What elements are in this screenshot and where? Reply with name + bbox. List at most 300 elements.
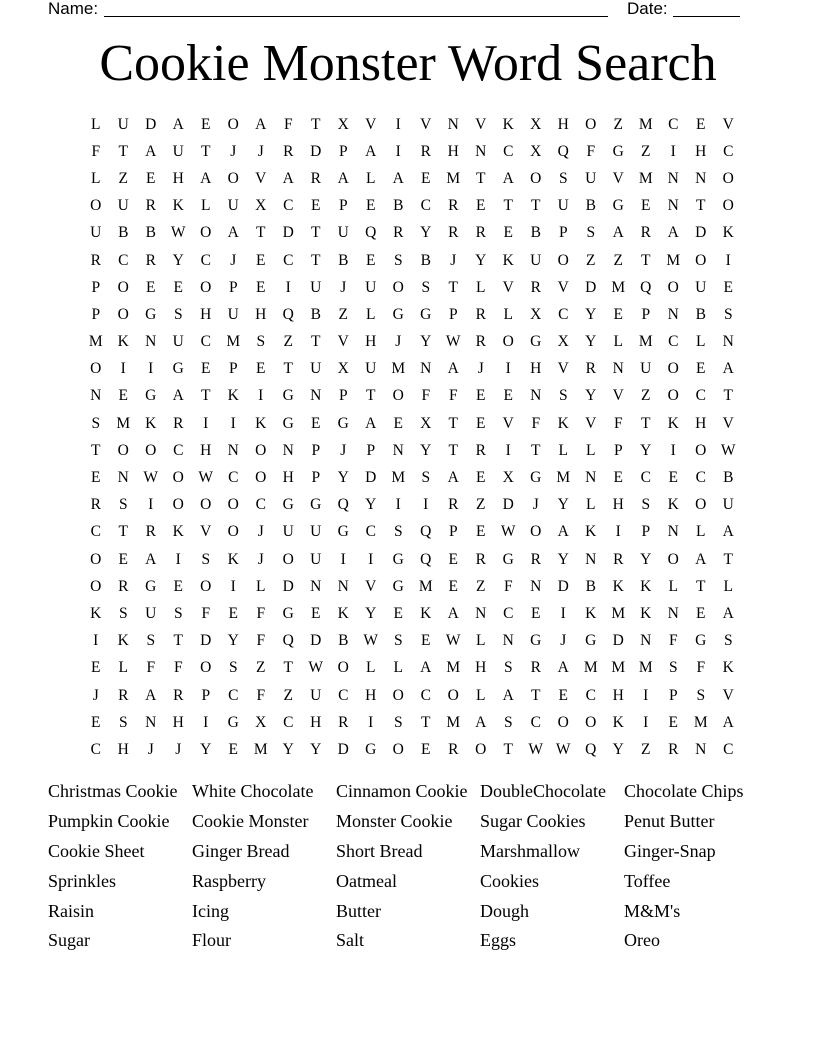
grid-letter: V	[475, 115, 487, 133]
grid-letter: G	[145, 387, 157, 405]
grid-letter: S	[228, 659, 238, 677]
grid-letter: G	[145, 577, 157, 595]
grid-letter: R	[475, 305, 486, 323]
grid-letter: M	[88, 333, 103, 351]
grid-letter: O	[172, 496, 184, 514]
grid-row	[82, 274, 742, 301]
grid-letter: E	[393, 414, 403, 432]
grid-letter: M	[611, 278, 626, 296]
grid-letter: K	[227, 550, 239, 568]
grid-letter: L	[366, 305, 376, 323]
grid-letter: T	[448, 278, 458, 296]
grid-letter: F	[531, 414, 541, 432]
grid-letter: E	[668, 469, 678, 487]
grid-letter: S	[503, 713, 513, 731]
grid-letter: C	[668, 333, 679, 351]
grid-letter: E	[173, 278, 183, 296]
grid-letter: L	[393, 659, 403, 677]
grid-letter: T	[503, 740, 513, 758]
grid-letter: A	[365, 414, 377, 432]
grid-letter: C	[503, 604, 514, 622]
grid-letter: A	[722, 604, 734, 622]
grid-letter: V	[612, 387, 624, 405]
grid-letter: S	[118, 604, 128, 622]
grid-letter: R	[173, 686, 184, 704]
grid-letter: M	[583, 659, 598, 677]
grid-row	[82, 628, 742, 655]
word-list-item: Dough	[480, 900, 529, 921]
grid-letter: A	[282, 169, 294, 187]
grid-letter: K	[90, 604, 102, 622]
grid-letter: Y	[172, 251, 184, 269]
grid-letter: N	[585, 469, 597, 487]
grid-letter: O	[475, 740, 487, 758]
grid-letter: I	[423, 496, 429, 514]
grid-letter: R	[530, 550, 541, 568]
grid-letter: L	[613, 333, 623, 351]
grid-letter: U	[310, 360, 322, 378]
grid-letter: Y	[420, 224, 432, 242]
grid-letter: L	[696, 523, 706, 541]
grid-letter: G	[392, 305, 404, 323]
grid-letter: C	[90, 740, 101, 758]
grid-letter: G	[310, 496, 322, 514]
grid-letter: N	[145, 713, 157, 731]
grid-letter: L	[256, 577, 266, 595]
grid-letter: S	[586, 224, 596, 242]
grid-letter: J	[560, 632, 567, 650]
grid-row	[82, 655, 742, 682]
grid-letter: S	[641, 496, 651, 514]
grid-letter: P	[366, 441, 376, 459]
word-list-item: Raisin	[48, 900, 95, 921]
grid-letter: L	[696, 333, 706, 351]
grid-letter: N	[145, 333, 157, 351]
grid-letter: J	[257, 523, 264, 541]
grid-letter: R	[475, 550, 486, 568]
grid-letter: Q	[420, 523, 432, 541]
grid-letter: O	[90, 577, 102, 595]
grid-letter: P	[558, 224, 568, 242]
date-label: Date:	[627, 0, 668, 18]
grid-letter: K	[585, 523, 597, 541]
grid-letter: I	[368, 550, 374, 568]
grid-letter: T	[723, 387, 733, 405]
grid-letter: S	[723, 305, 733, 323]
grid-letter: O	[117, 441, 129, 459]
grid-letter: O	[200, 496, 212, 514]
grid-row	[82, 573, 742, 600]
grid-letter: T	[91, 441, 101, 459]
grid-letter: K	[585, 604, 597, 622]
grid-letter: A	[612, 224, 624, 242]
grid-letter: E	[118, 550, 128, 568]
grid-letter: L	[91, 115, 101, 133]
grid-letter: F	[421, 387, 431, 405]
grid-letter: U	[90, 224, 102, 242]
grid-letter: R	[448, 496, 459, 514]
grid-letter: C	[118, 251, 129, 269]
grid-letter: I	[203, 414, 209, 432]
word-list-item: M&M's	[624, 900, 681, 921]
grid-letter: T	[531, 686, 541, 704]
grid-letter: Y	[557, 550, 569, 568]
grid-letter: X	[530, 115, 542, 133]
grid-letter: K	[502, 251, 514, 269]
grid-letter: C	[365, 523, 376, 541]
grid-letter: U	[695, 278, 707, 296]
grid-letter: V	[337, 333, 349, 351]
grid-letter: C	[200, 251, 211, 269]
grid-letter: H	[612, 496, 624, 514]
grid-letter: K	[117, 632, 129, 650]
grid-letter: E	[421, 740, 431, 758]
word-list-item: Monster Cookie	[336, 810, 453, 831]
grid-letter: I	[670, 142, 676, 160]
grid-letter: O	[695, 496, 707, 514]
grid-letter: P	[448, 523, 458, 541]
grid-letter: Y	[337, 469, 349, 487]
grid-letter: A	[365, 142, 377, 160]
grid-letter: W	[720, 441, 736, 459]
grid-letter: I	[285, 278, 291, 296]
grid-letter: U	[557, 197, 569, 215]
grid-letter: Q	[365, 224, 377, 242]
grid-letter: K	[502, 115, 514, 133]
grid-letter: N	[612, 360, 624, 378]
grid-letter: B	[145, 224, 156, 242]
grid-letter: E	[91, 469, 101, 487]
grid-letter: K	[420, 604, 432, 622]
grid-letter: B	[530, 224, 541, 242]
grid-letter: A	[447, 360, 459, 378]
grid-letter: O	[227, 496, 239, 514]
grid-letter: P	[91, 305, 101, 323]
grid-letter: W	[363, 632, 379, 650]
grid-letter: C	[585, 686, 596, 704]
grid-letter: P	[641, 305, 651, 323]
grid-letter: C	[503, 142, 514, 160]
grid-letter: C	[420, 197, 431, 215]
grid-letter: E	[531, 604, 541, 622]
grid-letter: O	[585, 115, 597, 133]
grid-letter: V	[502, 414, 514, 432]
grid-letter: S	[723, 632, 733, 650]
grid-letter: O	[282, 550, 294, 568]
grid-letter: M	[446, 169, 461, 187]
grid-letter: P	[668, 686, 678, 704]
grid-letter: P	[641, 523, 651, 541]
grid-letter: Z	[586, 251, 596, 269]
grid-letter: G	[392, 577, 404, 595]
word-list-item: Chocolate Chips	[624, 781, 744, 801]
grid-letter: C	[90, 523, 101, 541]
word-list-item: Pumpkin Cookie	[48, 810, 170, 831]
grid-letter: O	[392, 278, 404, 296]
grid-letter: T	[201, 387, 211, 405]
grid-letter: X	[502, 469, 514, 487]
grid-letter: F	[283, 115, 293, 133]
grid-letter: I	[395, 115, 401, 133]
grid-letter: T	[311, 224, 321, 242]
grid-letter: K	[612, 577, 624, 595]
grid-letter: I	[670, 441, 676, 459]
grid-letter: P	[311, 441, 321, 459]
grid-letter: I	[148, 496, 154, 514]
grid-letter: N	[667, 197, 679, 215]
grid-letter: O	[695, 251, 707, 269]
grid-letter: Z	[283, 333, 293, 351]
grid-letter: L	[476, 278, 486, 296]
grid-letter: K	[667, 496, 679, 514]
grid-letter: H	[310, 713, 322, 731]
grid-letter: F	[613, 414, 623, 432]
grid-letter: O	[502, 333, 514, 351]
grid-letter: B	[393, 197, 404, 215]
grid-letter: F	[503, 577, 513, 595]
grid-letter: L	[476, 686, 486, 704]
grid-letter: C	[668, 115, 679, 133]
grid-letter: A	[502, 169, 514, 187]
grid-letter: E	[448, 577, 458, 595]
grid-letter: H	[172, 169, 184, 187]
grid-letter: F	[173, 659, 183, 677]
grid-letter: Y	[227, 632, 239, 650]
grid-letter: O	[117, 278, 129, 296]
grid-letter: E	[641, 197, 651, 215]
grid-letter: E	[696, 604, 706, 622]
grid-letter: E	[558, 686, 568, 704]
grid-letter: U	[640, 360, 652, 378]
grid-letter: M	[693, 713, 708, 731]
word-list-item: Raspberry	[192, 870, 266, 891]
grid-letter: C	[723, 142, 734, 160]
grid-letter: Y	[282, 740, 294, 758]
grid-letter: E	[421, 169, 431, 187]
grid-letter: I	[560, 604, 566, 622]
grid-letter: P	[338, 387, 348, 405]
grid-letter: N	[117, 469, 129, 487]
grid-row	[82, 138, 742, 165]
grid-letter: T	[503, 197, 513, 215]
letter-grid	[82, 111, 742, 764]
grid-letter: S	[421, 469, 431, 487]
grid-letter: F	[448, 387, 458, 405]
grid-letter: H	[695, 414, 707, 432]
grid-letter: F	[201, 604, 211, 622]
grid-letter: Y	[585, 333, 597, 351]
grid-letter: E	[228, 740, 238, 758]
grid-letter: J	[230, 251, 237, 269]
word-list-item: White Chocolate	[192, 781, 314, 801]
grid-letter: P	[228, 360, 238, 378]
word-list-row	[48, 898, 768, 928]
grid-letter: O	[585, 713, 597, 731]
grid-letter: E	[613, 305, 623, 323]
grid-letter: X	[255, 197, 267, 215]
grid-letter: C	[530, 713, 541, 731]
grid-letter: F	[256, 604, 266, 622]
grid-row	[82, 492, 742, 519]
grid-letter: R	[420, 142, 431, 160]
grid-letter: E	[146, 169, 156, 187]
grid-letter: B	[585, 577, 596, 595]
grid-letter: C	[255, 496, 266, 514]
grid-row	[82, 220, 742, 247]
grid-letter: O	[117, 305, 129, 323]
grid-letter: A	[255, 115, 267, 133]
grid-letter: R	[530, 278, 541, 296]
grid-letter: A	[502, 686, 514, 704]
grid-letter: K	[145, 414, 157, 432]
grid-letter: H	[475, 659, 487, 677]
grid-letter: N	[722, 333, 734, 351]
grid-letter: S	[558, 169, 568, 187]
grid-letter: H	[612, 686, 624, 704]
grid-row	[82, 383, 742, 410]
grid-letter: S	[201, 550, 211, 568]
grid-letter: X	[530, 305, 542, 323]
grid-letter: R	[448, 197, 459, 215]
grid-letter: D	[282, 577, 294, 595]
grid-letter: R	[283, 142, 294, 160]
grid-letter: R	[640, 224, 651, 242]
grid-letter: A	[447, 469, 459, 487]
word-list-item: DoubleChocolate	[480, 781, 606, 801]
grid-letter: S	[668, 659, 678, 677]
grid-letter: H	[447, 142, 459, 160]
grid-letter: S	[696, 686, 706, 704]
grid-letter: A	[145, 550, 157, 568]
grid-letter: S	[91, 414, 101, 432]
grid-row	[82, 356, 742, 383]
grid-row	[82, 736, 742, 763]
grid-letter: Z	[256, 659, 266, 677]
grid-letter: Y	[310, 740, 322, 758]
grid-letter: I	[643, 686, 649, 704]
grid-letter: M	[611, 659, 626, 677]
word-list-item: Eggs	[480, 930, 516, 951]
grid-letter: R	[448, 740, 459, 758]
grid-letter: U	[282, 523, 294, 541]
grid-letter: F	[91, 142, 101, 160]
grid-letter: T	[256, 224, 266, 242]
grid-letter: B	[310, 305, 321, 323]
grid-letter: Y	[585, 305, 597, 323]
word-list-item: Sugar	[48, 930, 90, 951]
grid-letter: O	[255, 469, 267, 487]
grid-letter: I	[505, 441, 511, 459]
grid-letter: P	[311, 469, 321, 487]
grid-letter: N	[640, 632, 652, 650]
grid-letter: W	[198, 469, 214, 487]
grid-letter: K	[557, 414, 569, 432]
grid-letter: C	[695, 387, 706, 405]
grid-letter: N	[502, 632, 514, 650]
grid-letter: K	[337, 604, 349, 622]
grid-letter: G	[530, 632, 542, 650]
grid-letter: U	[585, 169, 597, 187]
word-list-item: Penut Butter	[624, 810, 715, 831]
grid-letter: O	[695, 441, 707, 459]
grid-row	[82, 410, 742, 437]
grid-letter: H	[557, 115, 569, 133]
grid-letter: Z	[641, 142, 651, 160]
grid-letter: G	[145, 305, 157, 323]
grid-letter: O	[255, 441, 267, 459]
grid-letter: O	[145, 441, 157, 459]
grid-letter: C	[695, 469, 706, 487]
word-list-row	[48, 927, 768, 957]
grid-letter: Y	[585, 387, 597, 405]
grid-letter: A	[475, 713, 487, 731]
word-list-item: Cinnamon Cookie	[336, 781, 468, 801]
grid-letter: E	[503, 387, 513, 405]
grid-row	[82, 165, 742, 192]
grid-letter: W	[143, 469, 159, 487]
grid-letter: O	[557, 713, 569, 731]
grid-letter: A	[722, 713, 734, 731]
grid-letter: I	[643, 713, 649, 731]
grid-letter: C	[558, 305, 569, 323]
grid-letter: S	[393, 523, 403, 541]
grid-letter: D	[200, 632, 212, 650]
grid-letter: V	[365, 115, 377, 133]
grid-letter: S	[393, 632, 403, 650]
grid-letter: V	[722, 115, 734, 133]
grid-letter: D	[502, 496, 514, 514]
grid-letter: N	[695, 169, 707, 187]
grid-letter: L	[201, 197, 211, 215]
grid-letter: Z	[283, 686, 293, 704]
grid-letter: J	[257, 550, 264, 568]
grid-letter: O	[200, 224, 212, 242]
grid-letter: A	[200, 169, 212, 187]
grid-letter: E	[91, 713, 101, 731]
worksheet-header	[48, 0, 748, 22]
grid-letter: E	[91, 659, 101, 677]
grid-letter: N	[530, 387, 542, 405]
grid-letter: J	[340, 278, 347, 296]
grid-letter: M	[611, 604, 626, 622]
grid-letter: U	[227, 305, 239, 323]
grid-letter: A	[420, 659, 432, 677]
grid-letter: R	[338, 713, 349, 731]
grid-row	[82, 519, 742, 546]
grid-letter: K	[722, 659, 734, 677]
grid-letter: D	[337, 740, 349, 758]
grid-letter: O	[392, 686, 404, 704]
grid-letter: T	[641, 251, 651, 269]
grid-letter: M	[638, 659, 653, 677]
grid-letter: I	[395, 496, 401, 514]
grid-letter: U	[117, 197, 129, 215]
grid-letter: O	[530, 169, 542, 187]
grid-letter: U	[172, 142, 184, 160]
grid-letter: C	[200, 333, 211, 351]
grid-letter: U	[172, 333, 184, 351]
word-list-item: Ginger Bread	[192, 840, 290, 861]
grid-letter: E	[696, 360, 706, 378]
grid-letter: S	[146, 632, 156, 650]
grid-letter: P	[448, 305, 458, 323]
grid-letter: M	[638, 333, 653, 351]
grid-letter: N	[227, 441, 239, 459]
grid-letter: M	[556, 469, 571, 487]
grid-letter: N	[475, 142, 487, 160]
grid-letter: G	[392, 550, 404, 568]
grid-letter: I	[258, 387, 264, 405]
